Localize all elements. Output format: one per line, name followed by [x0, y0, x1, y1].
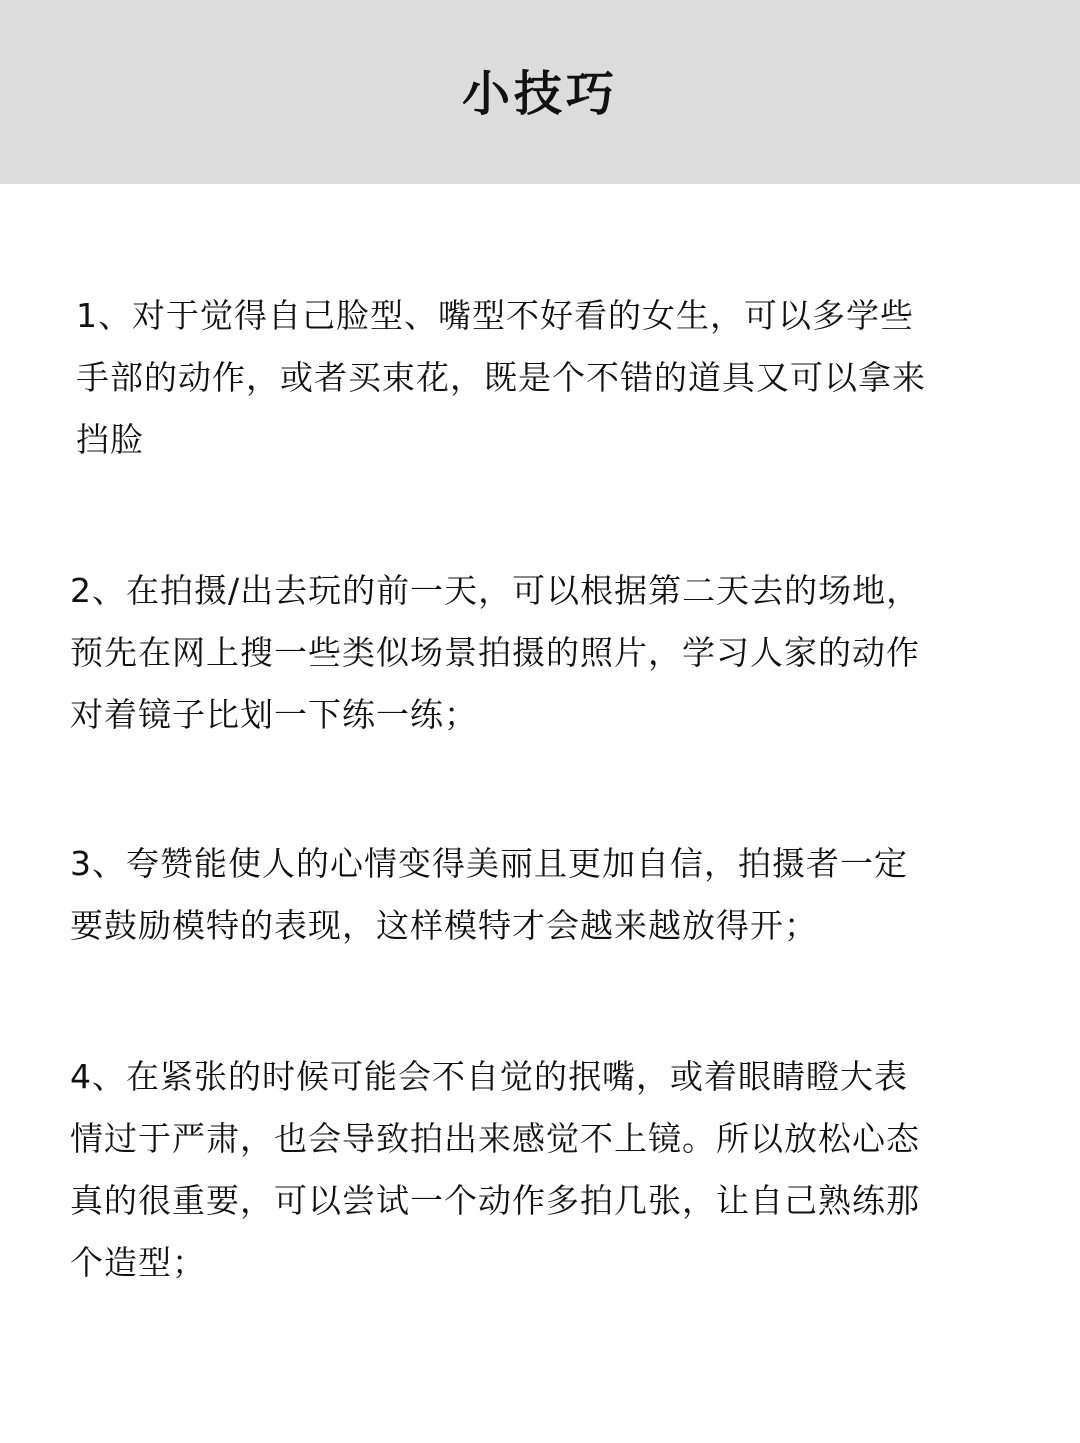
- tip-2-line-3: 对着镜子比划一下练一练；: [70, 695, 478, 734]
- tip-4-line-2: 情过于严肃，也会导致拍出来感觉不上镜。所以放松心态: [70, 1119, 920, 1158]
- tip-item-3: [70, 833, 1010, 957]
- tip-1-line-2: 手部的动作，或者买束花，既是个不错的道具又可以拿来: [76, 358, 926, 397]
- tip-item-4: [70, 1046, 1010, 1294]
- tip-item-2: [70, 560, 1010, 746]
- header-banner: [0, 0, 1080, 184]
- tip-1-line-1: 1、对于觉得自己脸型、嘴型不好看的女生，可以多学些: [76, 296, 914, 335]
- tip-2-line-1: 2、在拍摄/出去玩的前一天，可以根据第二天去的场地，: [70, 571, 921, 610]
- tip-4-line-1: 4、在紧张的时候可能会不自觉的抿嘴，或着眼睛瞪大表: [70, 1057, 908, 1096]
- page-title: 小技巧: [461, 66, 618, 122]
- tip-4-line-4: 个造型；: [70, 1243, 206, 1282]
- tip-3-line-2: 要鼓励模特的表现，这样模特才会越来越放得开；: [70, 906, 818, 945]
- tip-4-line-3: 真的很重要，可以尝试一个动作多拍几张，让自己熟练那: [70, 1181, 920, 1220]
- tip-item-1: [76, 285, 1016, 471]
- tip-3-line-1: 3、夸赞能使人的心情变得美丽且更加自信，拍摄者一定: [70, 844, 908, 883]
- tip-2-line-2: 预先在网上搜一些类似场景拍摄的照片，学习人家的动作: [70, 633, 920, 672]
- tip-1-line-3: 挡脸: [76, 420, 144, 459]
